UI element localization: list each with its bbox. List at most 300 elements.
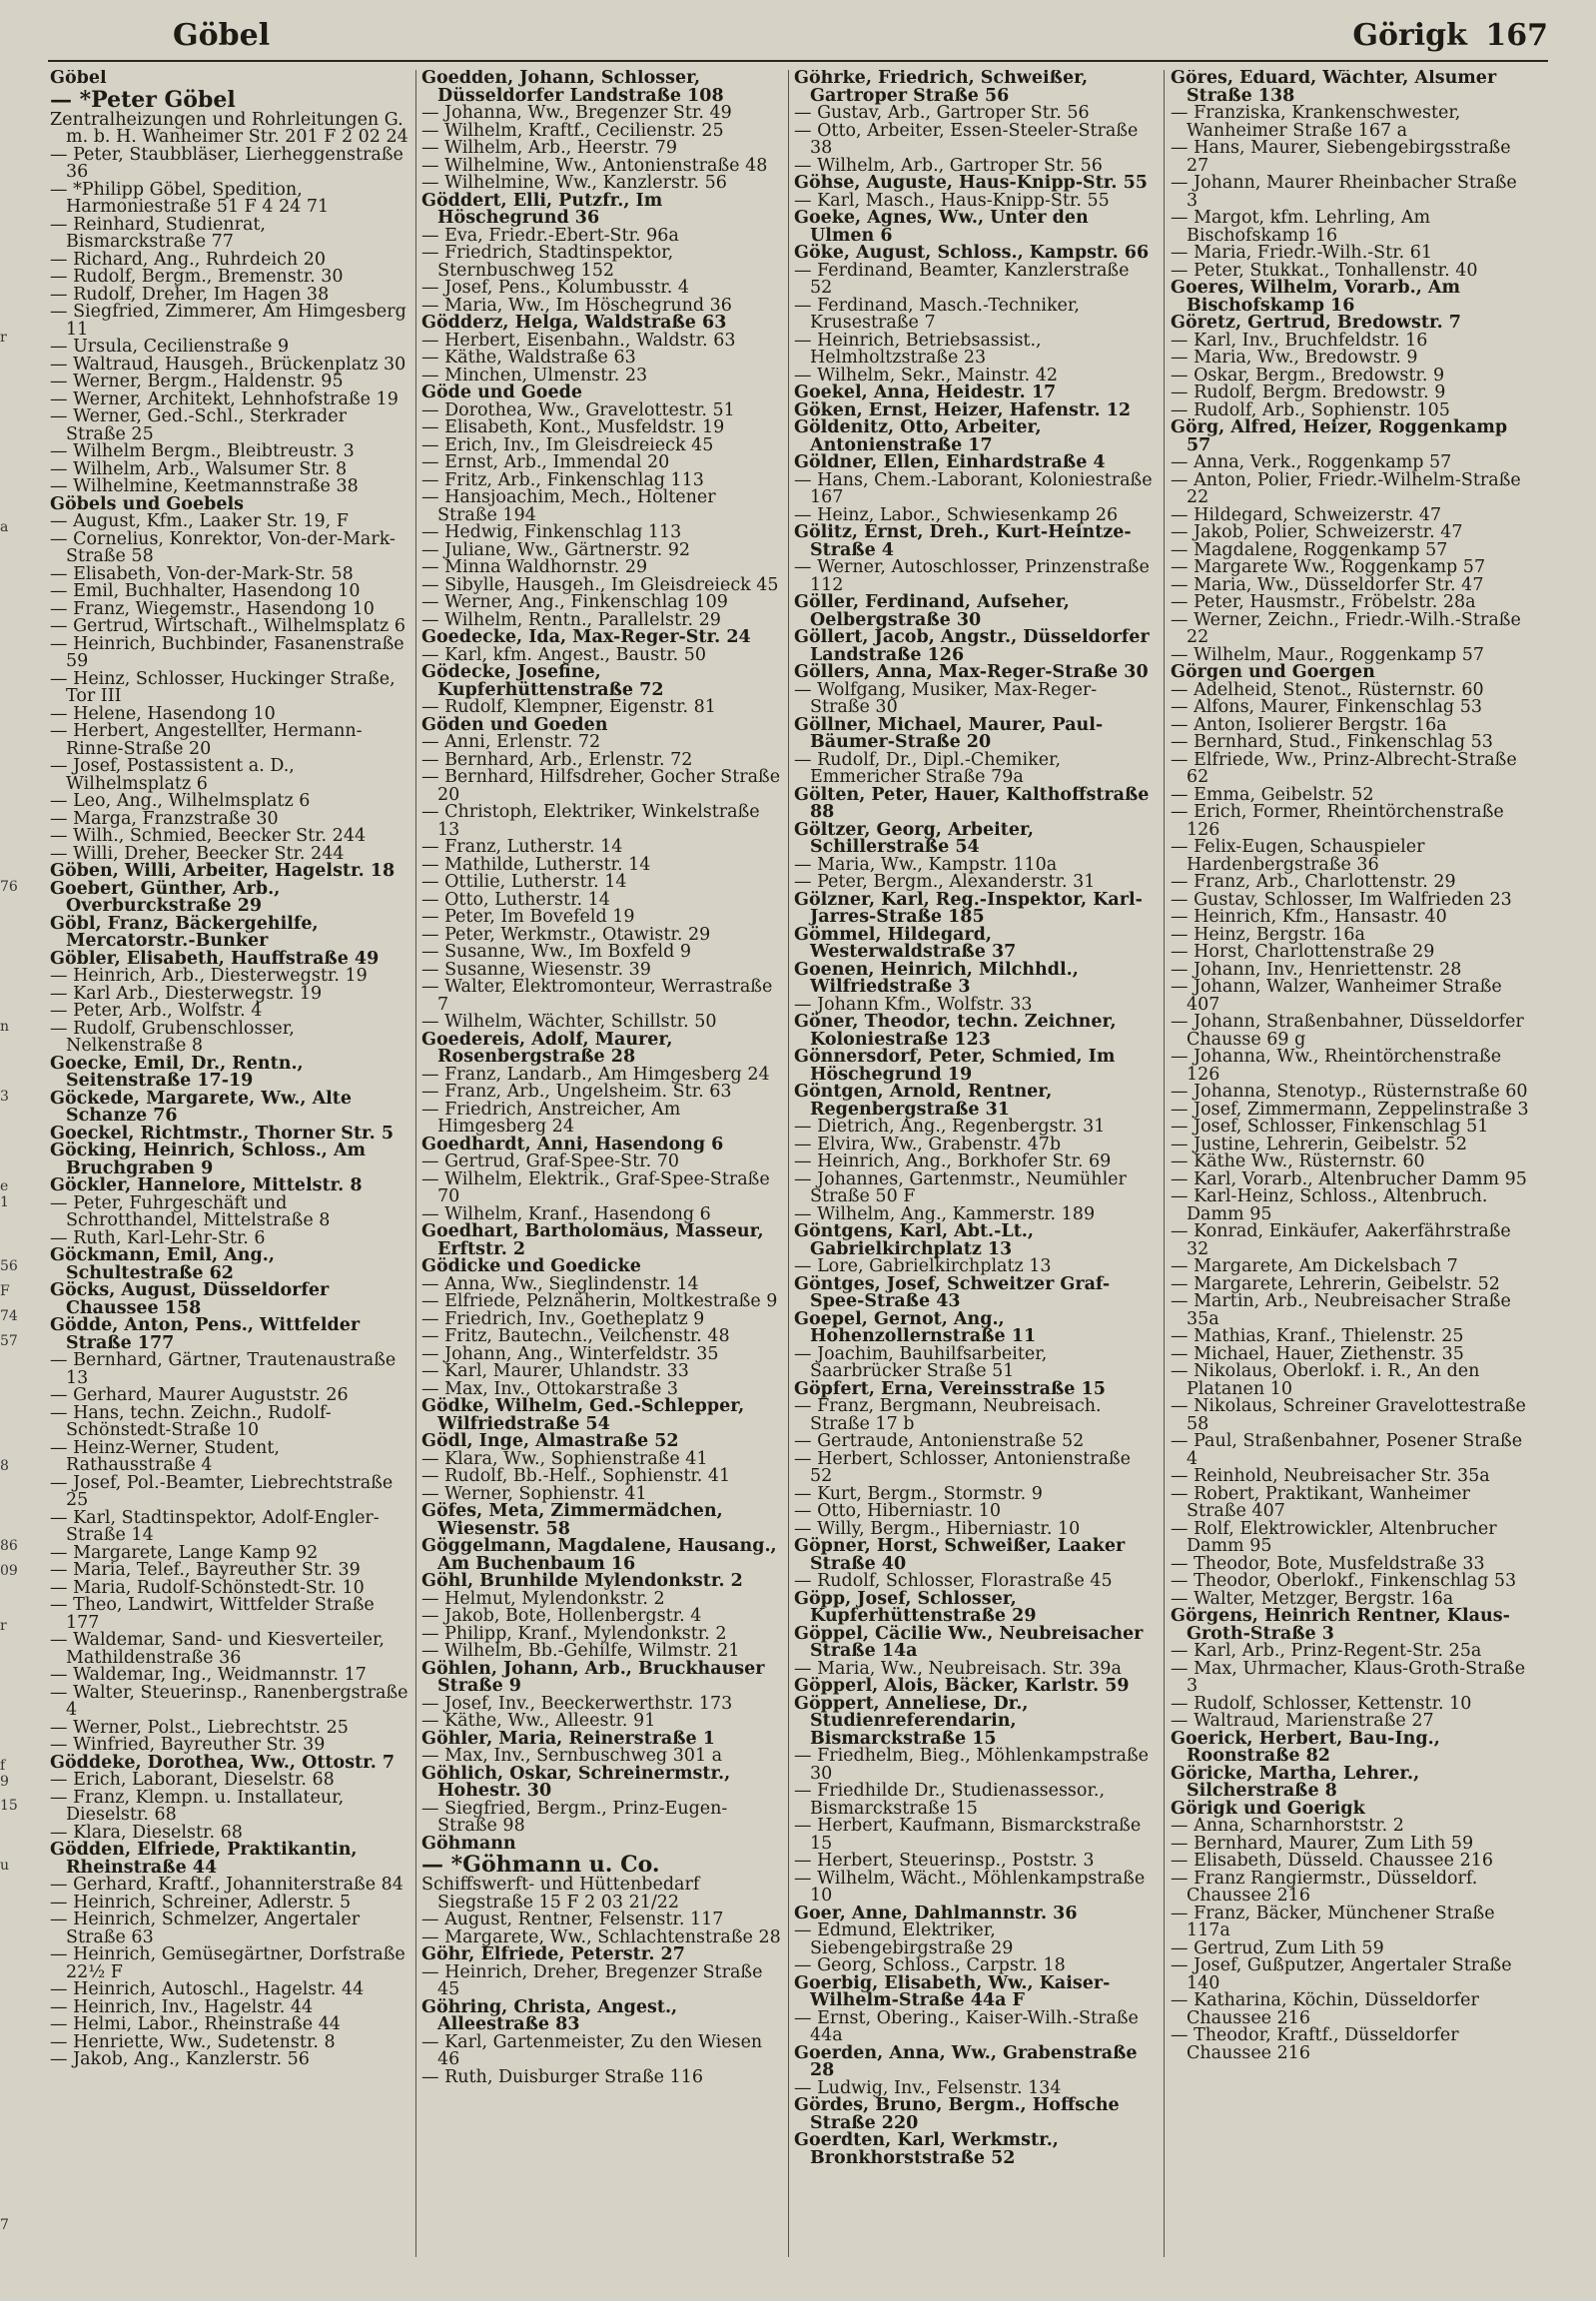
directory-entry: Göfes, Meta, Zimmermädchen, Wiesenstr. 58 bbox=[421, 1501, 723, 1539]
directory-entry: — August, Rentner, Felsenstr. 117 bbox=[421, 1910, 724, 1929]
directory-entry: Gödecke, Josefine, Kupferhüttenstraße 72 bbox=[421, 662, 664, 700]
directory-entry: — Horst, Charlottenstraße 29 bbox=[1171, 942, 1435, 962]
directory-entry: — Josef, Postassistent a. D., Wilhelmsplatz 6 bbox=[50, 756, 295, 794]
directory-entry: — Heinrich, Autoschl., Hagelstr. 44 bbox=[50, 1979, 365, 1999]
directory-entry: — Fritz, Bautechn., Veilchenstr. 48 bbox=[421, 1326, 730, 1346]
directory-entry: — Käthe, Waldstraße 63 bbox=[421, 348, 636, 368]
directory-entry: — Emil, Buchhalter, Hasendong 10 bbox=[50, 581, 361, 601]
directory-entry: — Karl, Masch., Haus-Knipp-Str. 55 bbox=[794, 190, 1110, 211]
directory-entry: — Hans, Chem.-Laborant, Koloniestraße 167 bbox=[794, 469, 1153, 507]
directory-entry: — Johann, Maurer Rheinbacher Straße 3 bbox=[1171, 173, 1517, 211]
directory-entry: Goenen, Heinrich, Milchhdl., Wilfriedstraße 3 bbox=[794, 959, 1079, 997]
directory-entry: — Anna, Scharnhorststr. 2 bbox=[1171, 1816, 1404, 1836]
directory-entry: — Wilhelm, Maur., Roggenkamp 57 bbox=[1171, 644, 1485, 665]
section-heading: Görigk und Goerigk bbox=[1171, 1798, 1365, 1819]
directory-entry: — Wilhelm, Kraftf., Cecilienstr. 25 bbox=[421, 120, 724, 141]
directory-entry: — Helmut, Mylendonkstr. 2 bbox=[421, 1588, 665, 1609]
section-heading: Göhmann bbox=[421, 1833, 516, 1854]
directory-entry: — Nikolaus, Schreiner Gravelottestraße 58 bbox=[1171, 1396, 1526, 1434]
directory-entry: Görg, Alfred, Heizer, Roggenkamp 57 bbox=[1171, 417, 1508, 455]
directory-entry: — Maria, Telef., Bayreuther Str. 39 bbox=[50, 1560, 361, 1580]
edge-mark: F bbox=[0, 1283, 10, 1299]
column-4 bbox=[1171, 70, 1532, 2287]
directory-entry: — Wilhelm, Wächter, Schillstr. 50 bbox=[421, 1012, 717, 1032]
directory-entry: Göddert, Elli, Putzfr., Im Höschegrund 36 bbox=[421, 190, 663, 228]
directory-entry: Göhr, Elfriede, Peterstr. 27 bbox=[421, 1944, 685, 1964]
directory-entry: Gödderz, Helga, Waldstraße 63 bbox=[421, 313, 727, 333]
directory-entry: Göricke, Martha, Lehrer., Silcherstraße 8 bbox=[1171, 1763, 1420, 1801]
column-2 bbox=[421, 70, 781, 2287]
directory-entry: — Franziska, Krankenschwester, Wanheimer Straße 167 a bbox=[1171, 103, 1461, 141]
section-heading: Göde und Goede bbox=[421, 383, 582, 402]
directory-entry: — Maria, Friedr.-Wilh.-Str. 61 bbox=[1171, 243, 1433, 263]
edge-mark: 74 bbox=[0, 1308, 18, 1324]
directory-entry: — Wilh., Schmied, Beecker Str. 244 bbox=[50, 826, 367, 846]
directory-entry: Goedhardt, Anni, Hasendong 6 bbox=[421, 1134, 724, 1154]
directory-entry: Goedereis, Adolf, Maurer, Rosenbergstraße 28 bbox=[421, 1029, 673, 1067]
directory-entry: — Rudolf, Dr., Dipl.-Chemiker, Emmericher Straße 79a bbox=[794, 749, 1062, 787]
edge-mark: 56 bbox=[0, 1258, 18, 1274]
edge-mark: n bbox=[0, 1019, 10, 1035]
directory-entry: Göppel, Cäcilie Ww., Neubreisacher Straße 14a bbox=[794, 1623, 1144, 1661]
directory-entry: — Klara, Dieselstr. 68 bbox=[50, 1822, 243, 1843]
directory-entry: — Rudolf, Bergm., Bremenstr. 30 bbox=[50, 267, 344, 287]
directory-entry: Gömmel, Hildegard, Westerwaldstraße 37 bbox=[794, 924, 1017, 962]
directory-entry: — Wilhelmine, Ww., Antonienstraße 48 bbox=[421, 155, 768, 176]
directory-entry: — Oskar, Bergm., Bredowstr. 9 bbox=[1171, 365, 1445, 385]
directory-entry: — Werner, Zeichn., Friedr.-Wilh.-Straße 22 bbox=[1171, 609, 1521, 647]
directory-entry: — Heinz, Labor., Schwiesenkamp 26 bbox=[794, 504, 1119, 525]
directory-entry: — Josef, Gußputzer, Angertaler Straße 140 bbox=[1171, 1955, 1512, 1993]
directory-entry: — Gertraude, Antonienstraße 52 bbox=[794, 1431, 1085, 1451]
directory-entry: — Maria, Rudolf-Schönstedt-Str. 10 bbox=[50, 1577, 365, 1598]
directory-entry: — Theodor, Oberlokf., Finkenschlag 53 bbox=[1171, 1571, 1517, 1591]
directory-entry: — Wilhelm, Arb., Walsumer Str. 8 bbox=[50, 458, 348, 479]
directory-entry: — Katharina, Köchin, Düsseldorfer Chaussee 216 bbox=[1171, 1990, 1479, 2028]
directory-entry: — August, Kfm., Laaker Str. 19, F bbox=[50, 511, 349, 531]
directory-entry: — Lore, Gabrielkirchplatz 13 bbox=[794, 1256, 1052, 1276]
directory-entry: Göllers, Anna, Max-Reger-Straße 30 bbox=[794, 662, 1149, 682]
directory-entry: — Maria, Ww., Im Höschegrund 36 bbox=[421, 295, 732, 316]
directory-entry: — Gertrud, Wirtschaft., Wilhelmsplatz 6 bbox=[50, 616, 405, 636]
directory-entry: — Gustav, Schlosser, Im Walfrieden 23 bbox=[1171, 889, 1512, 910]
directory-entry: — Peter, Stukkat., Tonhallenstr. 40 bbox=[1171, 260, 1478, 281]
directory-entry: Gönnersdorf, Peter, Schmied, Im Höschegrund 19 bbox=[794, 1047, 1116, 1085]
directory-entry: — Peter, Werkmstr., Otawistr. 29 bbox=[421, 924, 711, 945]
edge-mark: 3 bbox=[0, 1089, 9, 1105]
directory-entry: — Heinrich, Betriebsassist., Helmholtzstraße 23 bbox=[794, 330, 1042, 368]
directory-entry: — Christoph, Elektriker, Winkelstraße 13 bbox=[421, 802, 760, 840]
directory-entry: — Winfried, Bayreuther Str. 39 bbox=[50, 1735, 326, 1755]
directory-entry: — Heinrich, Dreher, Bregenzer Straße 45 bbox=[421, 1961, 763, 1999]
directory-entry: — Mathilde, Lutherstr. 14 bbox=[421, 854, 651, 875]
directory-entry: — Heinrich, Ang., Borkhofer Str. 69 bbox=[794, 1151, 1112, 1171]
directory-entry: — Wilhelm, Elektrik., Graf-Spee-Straße 70 bbox=[421, 1168, 770, 1206]
directory-entry: Göckmann, Emil, Ang., Schultestraße 62 bbox=[50, 1245, 275, 1283]
directory-entry: — Erich, Former, Rheintörchenstraße 126 bbox=[1171, 802, 1504, 840]
directory-entry: Göben, Willi, Arbeiter, Hagelstr. 18 bbox=[50, 861, 396, 881]
directory-entry: — Dorothea, Ww., Gravelottestr. 51 bbox=[421, 399, 735, 420]
directory-entry: — Ferdinand, Masch.-Techniker, Krusestraße 7 bbox=[794, 295, 1080, 333]
column-3 bbox=[794, 70, 1156, 2287]
directory-entry: — Bernhard, Arb., Erlenstr. 72 bbox=[421, 749, 693, 770]
directory-entry: — Siegfried, Zimmerer, Am Himgesberg 11 bbox=[50, 302, 406, 340]
directory-entry: Göltzer, Georg, Arbeiter, Schillerstraße 54 bbox=[794, 819, 1035, 857]
directory-entry: — Elisabeth, Düsseld. Chaussee 216 bbox=[1171, 1851, 1493, 1871]
directory-entry: Gödden, Elfriede, Praktikantin, Rheinstraße 44 bbox=[50, 1840, 358, 1878]
directory-entry: Göntgens, Karl, Abt.-Lt., Gabrielkirchplatz 13 bbox=[794, 1221, 1034, 1259]
directory-entry: — Wilhelm, Rentn., Parallelstr. 29 bbox=[421, 609, 721, 630]
section-heading: Gödicke und Goedicke bbox=[421, 1256, 641, 1276]
directory-entry: — Margarete, Lehrerin, Geibelstr. 52 bbox=[1171, 1273, 1500, 1294]
directory-entry: — *Philipp Göbel, Spedition, Harmoniestraße 51 F 4 24 71 bbox=[50, 179, 330, 217]
directory-entry: — Werner, Ged.-Schl., Sterkrader Straße 25 bbox=[50, 406, 347, 444]
directory-entry: — Gertrud, Graf-Spee-Str. 70 bbox=[421, 1151, 679, 1171]
directory-entry: Göhl, Brunhilde Mylendonkstr. 2 bbox=[421, 1571, 743, 1591]
directory-entry: — Konrad, Einkäufer, Aakerfährstraße 32 bbox=[1171, 1221, 1511, 1259]
directory-entry: Göpfert, Erna, Vereinsstraße 15 bbox=[794, 1378, 1106, 1399]
directory-entry: — Herbert, Angestellter, Hermann-Rinne-Straße 20 bbox=[50, 721, 363, 759]
directory-entry: — Gerhard, Kraftf., Johanniterstraße 84 bbox=[50, 1875, 403, 1895]
directory-entry: — Heinrich, Schmelzer, Angertaler Straße 63 bbox=[50, 1910, 361, 1947]
left-edge-bleed-marks bbox=[0, 0, 18, 2301]
directory-entry: — Hansjoachim, Mech., Holtener Straße 194 bbox=[421, 487, 716, 525]
directory-entry: Göbler, Elisabeth, Hauffstraße 49 bbox=[50, 948, 380, 969]
directory-entry: — Herbert, Kaufmann, Bismarckstraße 15 bbox=[794, 1816, 1142, 1854]
directory-entry: — Magdalene, Roggenkamp 57 bbox=[1171, 539, 1448, 560]
directory-entry: — Rudolf, Dreher, Im Hagen 38 bbox=[50, 284, 330, 305]
directory-entry: Schiffswerft- und Hüttenbedarf Siegstraße 15 F 2 03 21/22 bbox=[421, 1875, 700, 1913]
directory-entry: Göpp, Josef, Schlosser, Kupferhüttenstraße 29 bbox=[794, 1588, 1037, 1626]
directory-entry: — Johann, Walzer, Wanheimer Straße 407 bbox=[1171, 977, 1502, 1015]
edge-mark: 15 bbox=[0, 1798, 18, 1814]
directory-entry: — Peter, Bergm., Alexanderstr. 31 bbox=[794, 872, 1096, 892]
directory-entry: Gölten, Peter, Hauer, Kalthoffstraße 88 bbox=[794, 784, 1150, 822]
directory-entry: — Susanne, Ww., Im Boxfeld 9 bbox=[421, 942, 692, 962]
directory-entry: — Eva, Friedr.-Ebert-Str. 96a bbox=[421, 225, 679, 246]
directory-entry: Goekel, Anna, Heidestr. 17 bbox=[794, 383, 1057, 402]
directory-entry: — Marga, Franzstraße 30 bbox=[50, 808, 279, 829]
directory-entry: Göbl, Franz, Bäckergehilfe, Mercatorstr.-Bunker bbox=[50, 913, 319, 951]
directory-entry: — Franz, Landarb., Am Himgesberg 24 bbox=[421, 1064, 770, 1085]
directory-entry: — Helmi, Labor., Rheinstraße 44 bbox=[50, 2014, 341, 2034]
directory-entry: Göllner, Michael, Maurer, Paul-Bäumer-Straße 20 bbox=[794, 714, 1104, 752]
directory-entry: — Theo, Landwirt, Wittfelder Straße 177 bbox=[50, 1595, 375, 1633]
directory-entry: — Friedhelm, Bieg., Möhlenkampstraße 30 bbox=[794, 1746, 1150, 1784]
header-left-keyword: Göbel bbox=[173, 18, 271, 53]
directory-entry: Göretz, Gertrud, Bredowstr. 7 bbox=[1171, 313, 1461, 333]
directory-entry: — Franz, Wiegemstr., Hasendong 10 bbox=[50, 598, 375, 619]
edge-mark: 7 bbox=[0, 2217, 9, 2233]
directory-entry: — Bernhard, Hilfsdreher, Gocher Straße 20 bbox=[421, 767, 781, 805]
directory-entry: — Fritz, Arb., Finkenschlag 113 bbox=[421, 469, 704, 490]
section-heading: Göden und Goeden bbox=[421, 714, 608, 735]
directory-entry: Goerdten, Karl, Werkmstr., Bronkhorststraße 52 bbox=[794, 2130, 1059, 2168]
directory-entry: Göhrke, Friedrich, Schweißer, Gartroper Straße 56 bbox=[794, 70, 1089, 106]
directory-entry: — *Göhmann u. Co. bbox=[421, 1852, 660, 1878]
directory-entry: — Gertrud, Zum Lith 59 bbox=[1171, 1937, 1384, 1958]
edge-mark: 86 bbox=[0, 1538, 18, 1554]
directory-entry: — Nikolaus, Oberlokf. i. R., An den Platanen 10 bbox=[1171, 1361, 1480, 1399]
directory-entry: — Heinrich, Arb., Diesterwegstr. 19 bbox=[50, 966, 368, 986]
directory-entry: Gödde, Anton, Pens., Wittfelder Straße 177 bbox=[50, 1315, 361, 1353]
directory-entry: — Kurt, Bergm., Stormstr. 9 bbox=[794, 1483, 1043, 1504]
directory-entry: — Helene, Hasendong 10 bbox=[50, 703, 276, 724]
directory-entry: — Johann, Ang., Winterfeldstr. 35 bbox=[421, 1343, 719, 1364]
directory-entry: Göken, Ernst, Heizer, Hafenstr. 12 bbox=[794, 399, 1132, 420]
directory-entry: — Klara, Ww., Sophienstraße 41 bbox=[421, 1448, 708, 1469]
directory-entry: — Karl, kfm. Angest., Baustr. 50 bbox=[421, 644, 707, 665]
directory-entry: — Mathias, Kranf., Thielenstr. 25 bbox=[1171, 1326, 1464, 1346]
directory-entry: — Rudolf, Bb.-Helf., Sophienstr. 41 bbox=[421, 1466, 731, 1486]
directory-entry: Göhlen, Johann, Arb., Bruckhauser Straße 9 bbox=[421, 1658, 765, 1696]
directory-entry: — Leo, Ang., Wilhelmsplatz 6 bbox=[50, 791, 311, 811]
directory-entry: Göckler, Hannelore, Mittelstr. 8 bbox=[50, 1175, 363, 1195]
directory-entry: — Anna, Ww., Sieglindenstr. 14 bbox=[421, 1273, 699, 1294]
directory-entry: Goeckel, Richtmstr., Thorner Str. 5 bbox=[50, 1123, 395, 1144]
directory-entry: — Elisabeth, Von-der-Mark-Str. 58 bbox=[50, 563, 354, 584]
directory-entry: — Johann Kfm., Wolfstr. 33 bbox=[794, 994, 1033, 1015]
directory-entry: — Rudolf, Bergm. Bredowstr. 9 bbox=[1171, 383, 1446, 402]
directory-entry: — Wilhelm, Sekr., Mainstr. 42 bbox=[794, 365, 1059, 385]
directory-entry: — Elfriede, Ww., Prinz-Albrecht-Straße 62 bbox=[1171, 749, 1517, 787]
directory-entry: — Ernst, Arb., Immendal 20 bbox=[421, 452, 670, 472]
directory-entry: — Anna, Verk., Roggenkamp 57 bbox=[1171, 452, 1452, 472]
directory-entry: — Margot, kfm. Lehrling, Am Bischofskamp 16 bbox=[1171, 208, 1431, 246]
directory-entry: — Willy, Bergm., Hiberniastr. 10 bbox=[794, 1518, 1081, 1539]
directory-entry: Göpner, Horst, Schweißer, Laaker Straße 40 bbox=[794, 1536, 1126, 1574]
directory-entry: — Michael, Hauer, Ziethenstr. 35 bbox=[1171, 1343, 1464, 1364]
directory-entry: — Werner, Autoschlosser, Prinzenstraße 112 bbox=[794, 557, 1150, 595]
directory-entry: Göhler, Maria, Reinerstraße 1 bbox=[421, 1728, 715, 1749]
directory-entry: — Josef, Schlosser, Finkenschlag 51 bbox=[1171, 1117, 1489, 1137]
directory-entry: — Heinz, Schlosser, Huckinger Straße, Tor III bbox=[50, 668, 396, 706]
directory-entry: — Ernst, Obering., Kaiser-Wilh.-Straße 44a bbox=[794, 2007, 1139, 2045]
directory-entry: — Heinrich, Kfm., Hansastr. 40 bbox=[1171, 907, 1447, 927]
directory-entry: Goeres, Wilhelm, Vorarb., Am Bischofskamp 16 bbox=[1171, 278, 1461, 316]
directory-entry: — Waldemar, Sand- und Kiesverteiler, Mathildenstraße 36 bbox=[50, 1630, 385, 1668]
directory-entry: — Margarete, Ww., Schlachtenstraße 28 bbox=[421, 1926, 781, 1947]
directory-entry: — Susanne, Wiesenstr. 39 bbox=[421, 959, 651, 980]
directory-entry: — Jakob, Polier, Schweizerstr. 47 bbox=[1171, 522, 1463, 542]
directory-entry: — Elisabeth, Kont., Musfeldstr. 19 bbox=[421, 417, 725, 437]
directory-entry: — Johann, Inv., Henriettenstr. 28 bbox=[1171, 959, 1462, 980]
directory-entry: — Friedrich, Inv., Goetheplatz 9 bbox=[421, 1308, 705, 1329]
directory-entry: — Heinrich, Gemüsegärtner, Dorfstraße 22½ F bbox=[50, 1944, 405, 1982]
directory-entry: — Heinz-Werner, Student, Rathausstraße 4 bbox=[50, 1437, 280, 1475]
directory-entry: — Jakob, Ang., Kanzlerstr. 56 bbox=[50, 2049, 310, 2069]
directory-entry: — Maria, Ww., Bredowstr. 9 bbox=[1171, 348, 1418, 368]
directory-entry: — Werner, Ang., Finkenschlag 109 bbox=[421, 592, 728, 612]
directory-entry: — Wilhelm, Arb., Heerstr. 79 bbox=[421, 138, 677, 158]
column-divider bbox=[1164, 70, 1165, 2257]
directory-entry: — Wolfgang, Musiker, Max-Reger-Straße 30 bbox=[794, 679, 1098, 717]
directory-entry: — Herbert, Schlosser, Antonienstraße 52 bbox=[794, 1448, 1132, 1486]
column-divider bbox=[788, 70, 789, 2257]
directory-entry: — Peter, Staubbläser, Lierheggenstraße 36 bbox=[50, 144, 403, 182]
directory-entry: — Ottilie, Lutherstr. 14 bbox=[421, 872, 627, 892]
directory-entry: — Johanna, Ww., Rheintörchenstraße 126 bbox=[1171, 1047, 1502, 1085]
directory-entry: — Karl, Vorarb., Altenbrucher Damm 95 bbox=[1171, 1168, 1527, 1189]
directory-entry: Goebert, Günther, Arb., Overburckstraße 29 bbox=[50, 878, 281, 916]
directory-entry: — Henriette, Ww., Sudetenstr. 8 bbox=[50, 2031, 336, 2052]
edge-mark: u bbox=[0, 1858, 10, 1874]
directory-entry: — Paul, Straßenbahner, Posener Straße 4 bbox=[1171, 1431, 1523, 1469]
directory-entry: — Rolf, Elektrowickler, Altenbrucher Damm 95 bbox=[1171, 1518, 1497, 1556]
directory-entry: — Rudolf, Schlosser, Kettenstr. 10 bbox=[1171, 1693, 1472, 1714]
directory-entry: Goedden, Johann, Schlosser, Düsseldorfer Landstraße 108 bbox=[421, 70, 724, 106]
directory-entry: — Peter, Hausmstr., Fröbelstr. 28a bbox=[1171, 592, 1476, 612]
directory-entry: — Werner, Polst., Liebrechtstr. 25 bbox=[50, 1717, 349, 1738]
directory-entry: — Karl, Maurer, Uhlandstr. 33 bbox=[421, 1361, 689, 1381]
directory-entry: Göllert, Jacob, Angstr., Düsseldorfer Landstraße 126 bbox=[794, 627, 1150, 665]
directory-entry: — Franz, Klempn. u. Installateur, Dieselstr. 68 bbox=[50, 1787, 345, 1825]
directory-entry: — Herbert, Eisenbahn., Waldstr. 63 bbox=[421, 330, 736, 351]
directory-entry: — Bernhard, Maurer, Zum Lith 59 bbox=[1171, 1833, 1474, 1854]
directory-entry: — Anton, Isolierer Bergstr. 16a bbox=[1171, 714, 1447, 735]
directory-entry: — Rudolf, Klempner, Eigenstr. 81 bbox=[421, 697, 716, 717]
directory-entry: — Karl-Heinz, Schloss., Altenbruch. Damm 95 bbox=[1171, 1186, 1488, 1224]
directory-entry: — Erich, Inv., Im Gleisdreieck 45 bbox=[421, 434, 714, 455]
directory-entry: — Hans, Maurer, Siebengebirgsstraße 27 bbox=[1171, 138, 1511, 176]
directory-entry: — Hans, techn. Zeichn., Rudolf-Schönstedt-Straße 10 bbox=[50, 1402, 332, 1440]
edge-mark: f 9 bbox=[0, 1758, 9, 1790]
directory-entry: — Joachim, Bauhilfsarbeiter, Saarbrücker Straße 51 bbox=[794, 1343, 1048, 1381]
directory-entry: — Maria, Ww., Kampstr. 110a bbox=[794, 854, 1058, 875]
directory-entry: — Elfriede, Pelznäherin, Moltkestraße 9 bbox=[421, 1291, 778, 1311]
directory-entry: — Wilhelmine, Ww., Kanzlerstr. 56 bbox=[421, 173, 727, 193]
directory-entry: Göpperl, Alois, Bäcker, Karlstr. 59 bbox=[794, 1676, 1130, 1696]
directory-entry: — Adelheid, Stenot., Rüsternstr. 60 bbox=[1171, 679, 1484, 700]
directory-entry: — Franz, Arb., Charlottenstr. 29 bbox=[1171, 872, 1456, 892]
edge-mark: a bbox=[0, 519, 9, 535]
directory-entry: — Theodor, Kraftf., Düsseldorfer Chaussee 216 bbox=[1171, 2025, 1459, 2063]
directory-entry: — Peter, Arb., Wolfstr. 4 bbox=[50, 1001, 263, 1021]
directory-entry: — Reinhold, Neubreisacher Str. 35a bbox=[1171, 1466, 1490, 1486]
directory-entry: Goerbig, Elisabeth, Ww., Kaiser-Wilhelm-Straße 44a F bbox=[794, 1972, 1111, 2010]
directory-entry: — Walter, Steuerinsp., Ranenbergstraße 4 bbox=[50, 1682, 408, 1720]
directory-entry: Goedecke, Ida, Max-Reger-Str. 24 bbox=[421, 627, 751, 647]
directory-entry: Gölzner, Karl, Reg.-Inspektor, Karl-Jarres-Straße 185 bbox=[794, 889, 1143, 927]
directory-entry: — Georg, Schloss., Carpstr. 18 bbox=[794, 1955, 1066, 1975]
directory-entry: — Maria, Ww., Neubreisach. Str. 39a bbox=[794, 1658, 1122, 1679]
directory-entry: — Cornelius, Konrektor, Von-der-Mark-Straße 58 bbox=[50, 528, 396, 566]
directory-entry: — Josef, Pol.-Beamter, Liebrechtstraße 25 bbox=[50, 1472, 394, 1510]
edge-mark: r bbox=[0, 1618, 7, 1634]
directory-entry: Goerden, Anna, Ww., Grabenstraße 28 bbox=[794, 2042, 1138, 2080]
directory-entry: — Margarete, Am Dickelsbach 7 bbox=[1171, 1256, 1458, 1276]
directory-entry: — Wilhelm Bergm., Bleibtreustr. 3 bbox=[50, 441, 355, 461]
directory-entry: — Max, Inv., Sernbuschweg 301 a bbox=[421, 1746, 723, 1766]
directory-entry: — Friedrich, Stadtinspektor, Sternbuschweg 152 bbox=[421, 243, 674, 281]
directory-entry: Göddeke, Dorothea, Ww., Ottostr. 7 bbox=[50, 1752, 396, 1773]
directory-entry: — Anton, Polier, Friedr.-Wilhelm-Straße 22 bbox=[1171, 469, 1521, 507]
directory-entry: Göldenitz, Otto, Arbeiter, Antonienstraße 17 bbox=[794, 417, 1042, 455]
directory-entry: — Waltraud, Marienstraße 27 bbox=[1171, 1711, 1434, 1731]
directory-entry: — Dietrich, Ang., Regenbergstr. 31 bbox=[794, 1117, 1106, 1137]
directory-entry: — Hedwig, Finkenschlag 113 bbox=[421, 522, 682, 542]
directory-entry: — Wilhelm, Kranf., Hasendong 6 bbox=[421, 1203, 711, 1224]
directory-entry: — Hildegard, Schweizerstr. 47 bbox=[1171, 504, 1442, 525]
directory-entry: — Herbert, Steuerinsp., Poststr. 3 bbox=[794, 1851, 1095, 1871]
directory-entry: — Wilhelm, Bb.-Gehilfe, Wilmstr. 21 bbox=[421, 1641, 740, 1661]
directory-entry: — Ferdinand, Beamter, Kanzlerstraße 52 bbox=[794, 260, 1130, 298]
directory-entry: — Werner, Architekt, Lehnhofstraße 19 bbox=[50, 388, 399, 409]
directory-entry: Goeke, Agnes, Ww., Unter den Ulmen 6 bbox=[794, 208, 1089, 246]
directory-entry: — Friedrich, Anstreicher, Am Himgesberg 24 bbox=[421, 1099, 681, 1137]
directory-entry: — Maria, Ww., Düsseldorfer Str. 47 bbox=[1171, 574, 1484, 595]
directory-entry: — Heinz, Bergstr. 16a bbox=[1171, 924, 1365, 945]
directory-entry: Göppert, Anneliese, Dr., Studienreferendarin, Bismarckstraße 15 bbox=[794, 1693, 1029, 1749]
directory-entry: Göhlich, Oskar, Schreinermstr., Hohestr. 30 bbox=[421, 1763, 731, 1801]
directory-entry: Goecke, Emil, Dr., Rentn., Seitenstraße 17-19 bbox=[50, 1053, 304, 1091]
directory-entry: — Karl, Arb., Prinz-Regent-Str. 25a bbox=[1171, 1641, 1482, 1661]
directory-entry: — Johanna, Ww., Bregenzer Str. 49 bbox=[421, 103, 732, 123]
directory-entry: Zentralheizungen und Rohrleitungen G. m. b. H. Wanheimer Str. 201 F 2 02 24 bbox=[50, 109, 408, 147]
directory-entry: — Justine, Lehrerin, Geibelstr. 52 bbox=[1171, 1134, 1467, 1154]
directory-entry: — Käthe, Ww., Alleestr. 91 bbox=[421, 1711, 656, 1731]
directory-entry: — Johannes, Gartenmstr., Neumühler Straße 50 F bbox=[794, 1168, 1127, 1206]
directory-entry: — Ruth, Karl-Lehr-Str. 6 bbox=[50, 1227, 266, 1248]
directory-entry: — Edmund, Elektriker, Siebengebirgstraße 29 bbox=[794, 1920, 1014, 1958]
directory-entry: — Karl, Stadtinspektor, Adolf-Engler-Straße 14 bbox=[50, 1507, 380, 1545]
directory-entry: — Sibylle, Hausgeh., Im Gleisdreieck 45 bbox=[421, 574, 779, 595]
directory-entry: — Franz, Bäcker, Münchener Straße 117a bbox=[1171, 1903, 1495, 1940]
directory-entry: Göckede, Margarete, Ww., Alte Schanze 76 bbox=[50, 1088, 353, 1126]
column-divider bbox=[415, 70, 416, 2257]
directory-entry: — Erich, Laborant, Dieselstr. 68 bbox=[50, 1770, 335, 1790]
directory-entry: Görgens, Heinrich Rentner, Klaus-Groth-Straße 3 bbox=[1171, 1606, 1510, 1644]
directory-entry: — Franz, Lutherstr. 14 bbox=[421, 837, 623, 857]
directory-entry: — Max, Inv., Ottokarstraße 3 bbox=[421, 1378, 678, 1399]
directory-entry: Göller, Ferdinand, Aufseher, Oelbergstraße 30 bbox=[794, 592, 1070, 630]
directory-entry: — Richard, Ang., Ruhrdeich 20 bbox=[50, 249, 326, 270]
directory-entry: — Käthe Ww., Rüsternstr. 60 bbox=[1171, 1151, 1425, 1171]
directory-entry: — Walter, Elektromonteur, Werrastraße 7 bbox=[421, 977, 773, 1015]
directory-entry: Göke, August, Schloss., Kampstr. 66 bbox=[794, 243, 1150, 263]
directory-entry: — Rudolf, Schlosser, Florastraße 45 bbox=[794, 1571, 1113, 1591]
directory-entry: — Martin, Arb., Neubreisacher Straße 35a bbox=[1171, 1291, 1511, 1329]
directory-entry: — Margarete Ww., Roggenkamp 57 bbox=[1171, 557, 1486, 577]
directory-entry: — Ruth, Duisburger Straße 116 bbox=[421, 2066, 703, 2087]
directory-entry: — Wilhelm, Ang., Kammerstr. 189 bbox=[794, 1203, 1096, 1224]
directory-entry: — Siegfried, Bergm., Prinz-Eugen-Straße 98 bbox=[421, 1798, 728, 1836]
directory-entry: — Rudolf, Grubenschlosser, Nelkenstraße 8 bbox=[50, 1018, 295, 1056]
directory-entry: — Gerhard, Maurer Auguststr. 26 bbox=[50, 1385, 349, 1405]
directory-entry: — Peter, Fuhrgeschäft und Schrotthandel, Mittelstraße 8 bbox=[50, 1192, 331, 1230]
directory-entry: — Robert, Praktikant, Wanheimer Straße 407 bbox=[1171, 1483, 1470, 1521]
directory-entry: — Otto, Hiberniastr. 10 bbox=[794, 1501, 1002, 1521]
directory-entry: — Minchen, Ulmenstr. 23 bbox=[421, 365, 648, 385]
directory-entry: — Theodor, Bote, Musfeldstraße 33 bbox=[1171, 1553, 1485, 1574]
directory-entry: Göhring, Christa, Angest., Alleestraße 83 bbox=[421, 1996, 678, 2034]
directory-entry: — Waldemar, Ing., Weidmannstr. 17 bbox=[50, 1665, 367, 1685]
directory-entry: — Bernhard, Stud., Finkenschlag 53 bbox=[1171, 732, 1493, 752]
column-1 bbox=[50, 70, 409, 2287]
directory-entry: — Karl Arb., Diesterwegstr. 19 bbox=[50, 983, 323, 1004]
section-heading: Görgen und Goergen bbox=[1171, 662, 1375, 682]
directory-entry: — Johanna, Stenotyp., Rüsternstraße 60 bbox=[1171, 1082, 1528, 1102]
directory-entry: — Walter, Metzger, Bergstr. 16a bbox=[1171, 1588, 1454, 1609]
directory-entry: Göcking, Heinrich, Schloss., Am Bruchgraben 9 bbox=[50, 1141, 367, 1178]
directory-entry: — Anni, Erlenstr. 72 bbox=[421, 732, 601, 752]
directory-entry: Gödl, Inge, Almastraße 52 bbox=[421, 1431, 679, 1451]
directory-entry: — Heinrich, Buchbinder, Fasanenstraße 59 bbox=[50, 633, 404, 671]
directory-entry: — Gustav, Arb., Gartroper Str. 56 bbox=[794, 103, 1090, 123]
directory-entry: Göcks, August, Düsseldorfer Chaussee 158 bbox=[50, 1280, 330, 1318]
edge-mark: 09 bbox=[0, 1563, 18, 1579]
edge-mark: r bbox=[0, 330, 7, 346]
